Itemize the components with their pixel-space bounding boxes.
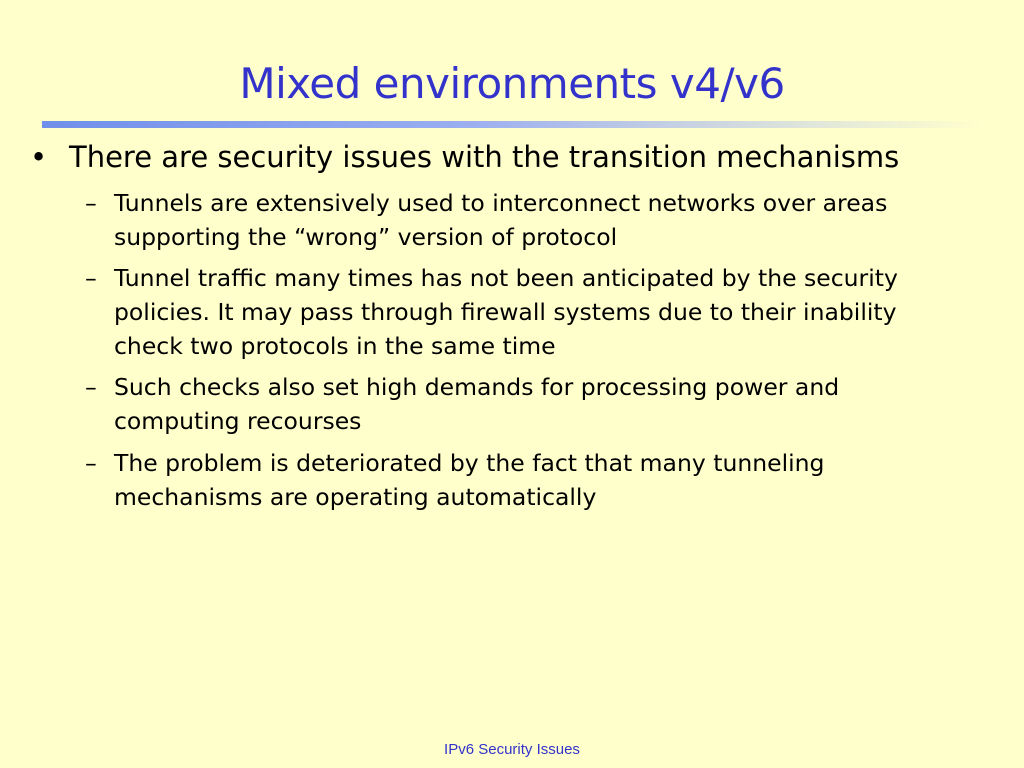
sub-bullet-text: Tunnels are extensively used to interconnect networks over areas supporting the “wrong” version of protocol [114,189,888,251]
sub-bullet-item [85,186,965,254]
slide-footer: IPv6 Security Issues [444,741,580,758]
sub-bullet-marker: – [85,373,97,401]
sub-bullet-text: Such checks also set high demands for processing power and computing recourses [114,373,840,435]
slide-title: Mixed environments v4/v6 [239,59,785,108]
sub-bullet-text: Tunnel traffic many times has not been anticipated by the security policies. It may pass through firewall systems due to their inability check two protocols in the same time [114,264,898,360]
sub-bullet-text: The problem is deteriorated by the fact that many tunneling mechanisms are operating automatically [114,449,825,511]
sub-bullet-marker: – [85,189,97,217]
bullet-marker: • [30,140,48,174]
title-divider [42,121,984,128]
sub-bullet-item [85,446,965,514]
sub-bullet-marker: – [85,264,97,292]
sub-bullet-item [85,370,965,438]
sub-bullet-item [85,261,965,363]
sub-bullet-marker: – [85,449,97,477]
bullet-text: There are security issues with the transition mechanisms [69,140,900,174]
